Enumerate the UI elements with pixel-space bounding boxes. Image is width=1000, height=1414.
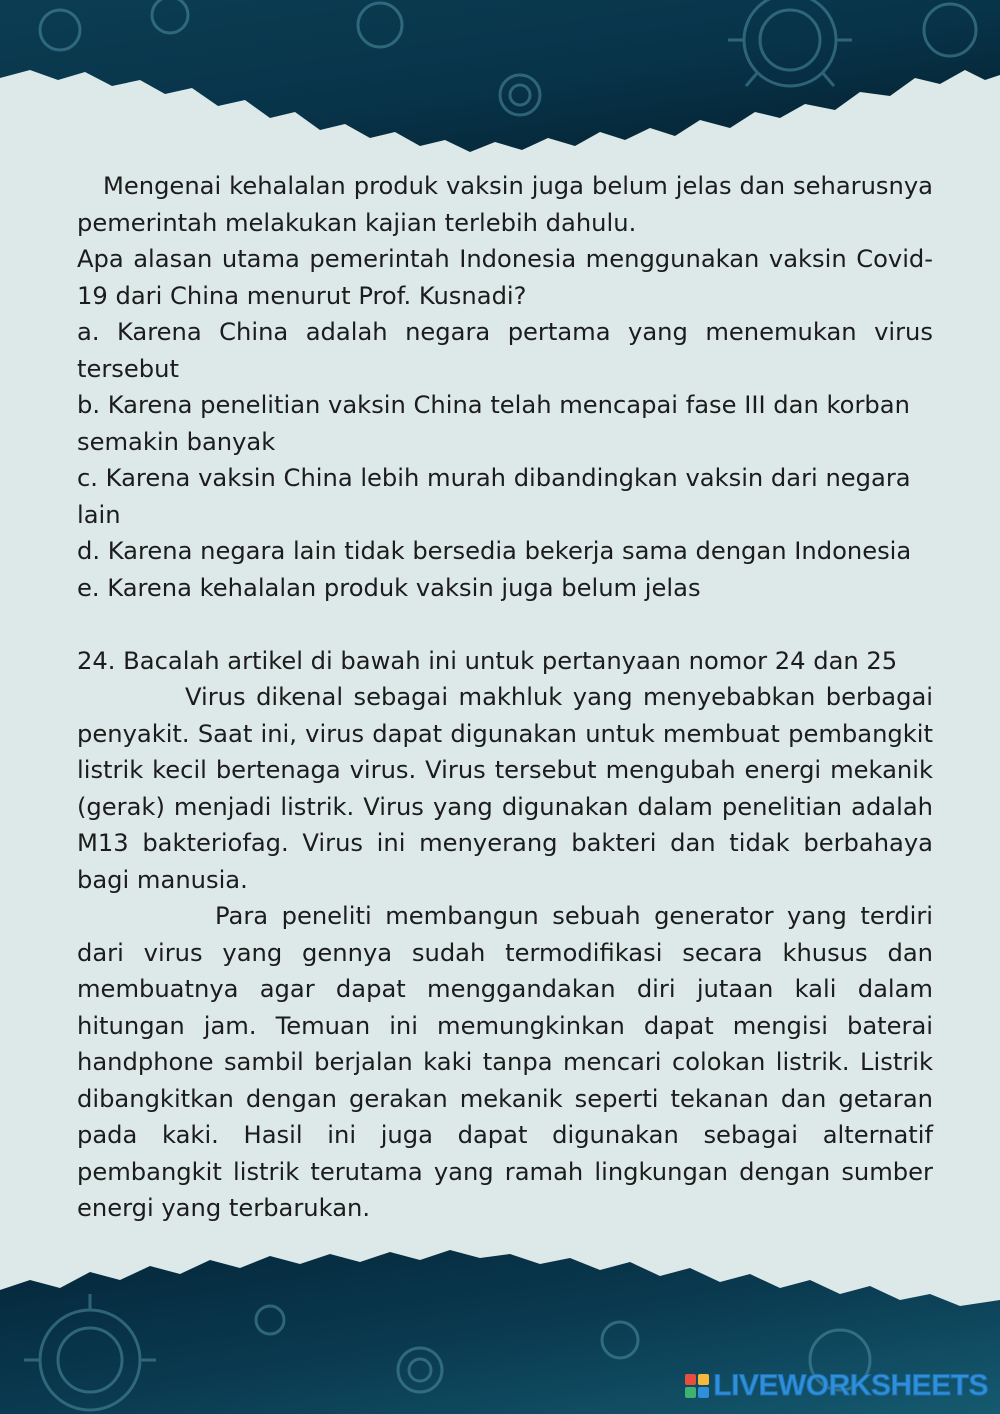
article-paragraph-2: Para peneliti membangun sebuah generator yang terdiri dari virus yang gennya sudah termodifikasi secara khusus dan membuatnya agar dapat menggandakan diri jutaan kali dalam hitungan jam. Temuan ini memungkinkan dapat mengisi baterai handphone sambil berjalan kaki tanpa mencari colokan listrik. Listrik dibangkitkan dengan gerakan mekanik seperti tekanan dan getaran pada kaki. Hasil ini juga dapat digunakan sebagai alternatif pembangkit listrik terutama yang ramah lingkungan dengan sumber energi yang terbarukan. bbox=[77, 902, 933, 1222]
liveworksheets-logo-icon bbox=[685, 1374, 709, 1398]
liveworksheets-watermark bbox=[685, 1368, 988, 1404]
paragraph-gap bbox=[77, 606, 933, 643]
answer-option-b: b. Karena penelitian vaksin China telah mencapai fase III dan korban semakin banyak bbox=[77, 391, 910, 456]
answer-option-d: d. Karena negara lain tidak bersedia bekerja sama dengan Indonesia bbox=[77, 537, 912, 565]
logo-tile-yellow bbox=[698, 1374, 709, 1385]
question-24-heading: 24. Bacalah artikel di bawah ini untuk pertanyaan nomor 24 dan 25 bbox=[77, 646, 898, 675]
answer-option-e: e. Karena kehalalan produk vaksin juga belum jelas bbox=[77, 573, 701, 602]
document-body bbox=[77, 168, 933, 1227]
article-paragraph-1: Virus dikenal sebagai makhluk yang menyebabkan berbagai penyakit. Saat ini, virus dapat digunakan untuk membuat pembangkit listrik kecil bertenaga virus. Virus tersebut mengubah energi mekanik (gerak) menjadi listrik. Virus yang digunakan dalam penelitian adalah M13 bakteriofag. Virus ini menyerang bakteri dan tidak berbahaya bagi manusia. bbox=[77, 683, 933, 894]
top-banner-virus-decoration bbox=[0, 0, 1000, 160]
answer-option-c: c. Karena vaksin China lebih murah dibandingkan vaksin dari negara lain bbox=[77, 464, 911, 529]
logo-tile-green bbox=[685, 1387, 696, 1398]
logo-tile-blue bbox=[698, 1387, 709, 1398]
question-text: Apa alasan utama pemerintah Indonesia menggunakan vaksin Covid-19 dari China menurut Prof. Kusnadi? bbox=[77, 245, 933, 310]
answer-option-a: a. Karena China adalah negara pertama yang menemukan virus tersebut bbox=[77, 318, 933, 383]
intro-paragraph: Mengenai kehalalan produk vaksin juga belum jelas dan seharusnya pemerintah melakukan kajian terlebih dahulu. bbox=[77, 172, 933, 237]
logo-tile-red bbox=[685, 1374, 696, 1385]
liveworksheets-logo-text: LIVEWORKSHEETS bbox=[713, 1369, 988, 1402]
